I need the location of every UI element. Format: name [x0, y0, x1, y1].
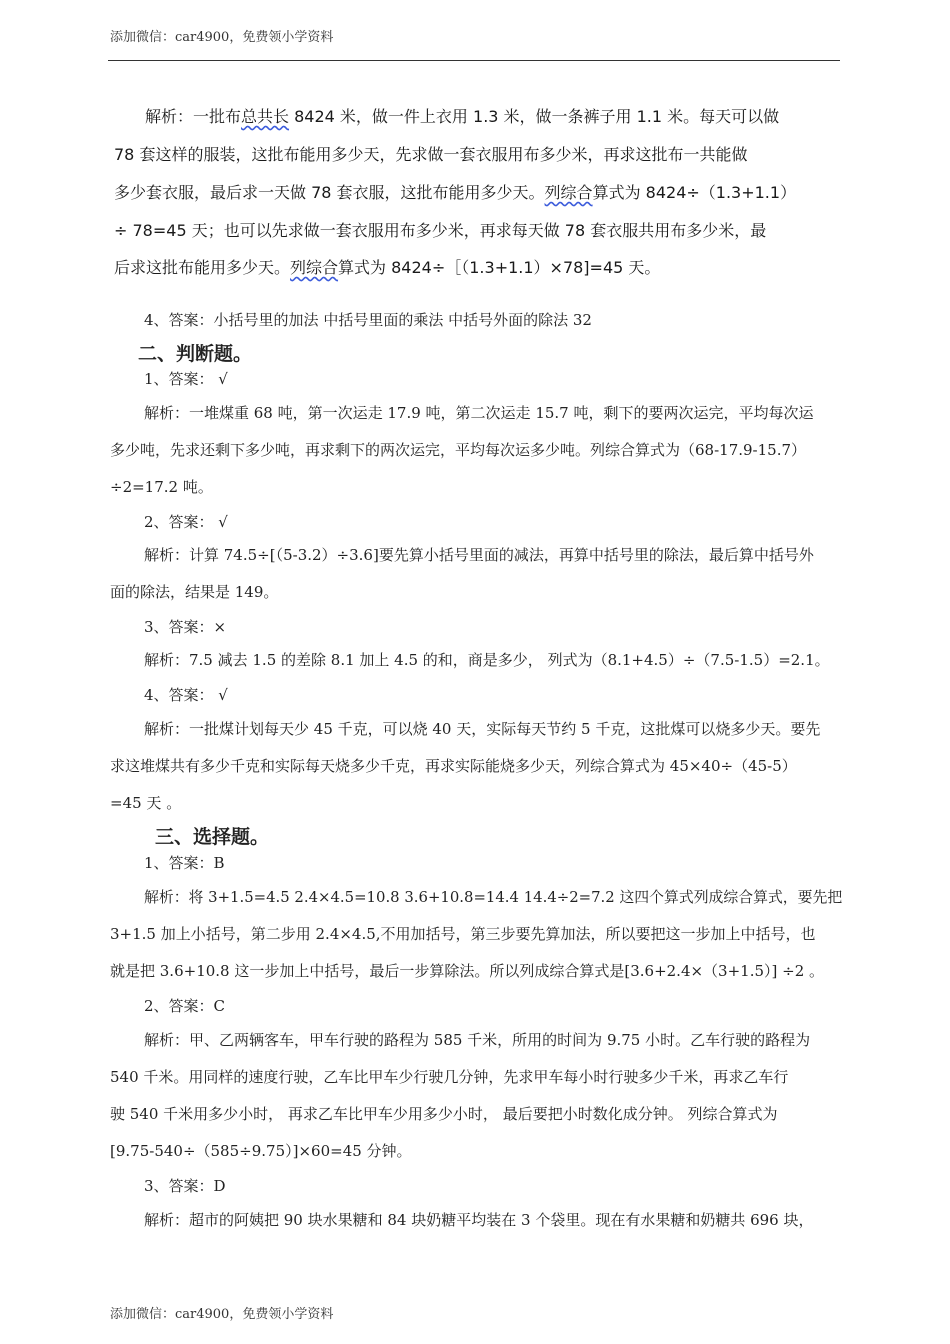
s2-analysis-1-line-1: 解析：一堆煤重 68 吨，第一次运走 17.9 吨，第二次运走 15.7 吨，剩下的要两次运完，平均每次运 [144, 404, 814, 422]
s3-answer-2: 2、答案：C [144, 997, 226, 1015]
s1-a-l5b: 列综合 [290, 258, 339, 277]
s2-analysis-3-line-1: 解析：7.5 减去 1.5 的差除 8.1 加上 4.5 的和，商是多少， 列式为（8.1+4.5）÷（7.5-1.5）=2.1。 [144, 651, 830, 669]
page-footer: 添加微信：car4900，免费领小学资料 [110, 1307, 334, 1322]
s3-analysis-2-line-1: 解析：甲、乙两辆客车，甲车行驶的路程为 585 千米，所用的时间为 9.75 小时。乙车行驶的路程为 [144, 1031, 811, 1049]
s3-analysis-1-line-3: 就是把 3.6+10.8 这一步加上中括号，最后一步算除法。所以列成综合算式是[3.6+2.4×（3+1.5）] ÷2 。 [110, 962, 825, 980]
s3-analysis-2-line-2: 540 千米。用同样的速度行驶，乙车比甲车少行驶几分钟，先求甲车每小时行驶多少千米，再求乙车行 [110, 1068, 789, 1086]
s3-analysis-1-line-1: 解析：将 3+1.5=4.5 2.4×4.5=10.8 3.6+10.8=14.4 14.4÷2=7.2 这四个算式列成综合算式，要先把 [144, 888, 843, 906]
s1-a-l3b: 列综合 [544, 183, 593, 202]
s3-analysis-3-line-1: 解析：超市的阿姨把 90 块水果糖和 84 块奶糖平均装在 3 个袋里。现在有水果糖和奶糖共 696 块， [144, 1211, 814, 1229]
s1-analysis-line-1 [145, 107, 779, 127]
s1-a-l3c: 算式为 8424÷（1.3+1.1） [592, 183, 797, 202]
s2-analysis-4-line-2: 求这堆煤共有多少千克和实际每天烧多少千克，再求实际能烧多少天，列综合算式为 45×40÷（45-5） [110, 757, 797, 775]
s3-analysis-2-line-3: 驶 540 千米用多少小时， 再求乙车比甲车少用多少小时， 最后要把小时数化成分钟。 列综合算式为 [110, 1105, 778, 1123]
s1-analysis-line-4: ÷ 78=45 天；也可以先求做一套衣服用布多少米，再求每天做 78 套衣服共用布多少米，最 [114, 221, 767, 240]
s3-analysis-2-line-4: [9.75-540÷（585÷9.75）]×60=45 分钟。 [110, 1142, 412, 1160]
s2-analysis-2-line-2: 面的除法，结果是 149。 [110, 583, 279, 601]
s3-answer-3: 3、答案：D [144, 1177, 226, 1195]
section-heading-judgment: 二、判断题。 [138, 343, 253, 365]
section-heading-choice: 三、选择题。 [155, 826, 270, 848]
s1-a-l3a: 多少套衣服，最后求一天做 78 套衣服，这批布能用多少天。 [114, 183, 545, 202]
s1-a-l1b: 总共长 [241, 107, 290, 126]
s1-analysis-line-2: 78 套这样的服装，这批布能用多少天，先求做一套衣服用布多少米，再求这批布一共能做 [114, 145, 748, 164]
s2-answer-1: 1、答案： √ [144, 370, 228, 388]
page-header: 添加微信：car4900，免费领小学资料 [110, 30, 334, 45]
s1-answer-4: 4、答案：小括号里的加法 中括号里面的乘法 中括号外面的除法 32 [144, 311, 592, 329]
s1-a-l5a: 后求这批布能用多少天。 [114, 258, 291, 277]
header-divider [108, 60, 840, 61]
s2-analysis-4-line-1: 解析：一批煤计划每天少 45 千克，可以烧 40 天，实际每天节约 5 千克，这批煤可以烧多少天。要先 [144, 720, 821, 738]
s3-answer-1: 1、答案：B [144, 854, 225, 872]
s2-analysis-2-line-1: 解析：计算 74.5÷[（5-3.2）÷3.6]要先算小括号里面的减法，再算中括号里的除法，最后算中括号外 [144, 546, 814, 564]
s2-analysis-4-line-3: =45 天 。 [110, 794, 182, 812]
s1-a-l5c: 算式为 8424÷［（1.3+1.1）×78]=45 天。 [338, 258, 661, 277]
s2-analysis-1-line-3: ÷2=17.2 吨。 [110, 478, 213, 496]
s1-a-l1c: 8424 米，做一件上衣用 1.3 米，做一条裤子用 1.1 米。每天可以做 [289, 107, 780, 126]
s1-analysis-line-5 [114, 258, 660, 278]
s1-a-l1a: 解析：一批布 [145, 107, 242, 126]
s2-answer-4: 4、答案： √ [144, 686, 228, 704]
s2-analysis-1-line-2: 多少吨，先求还剩下多少吨，再求剩下的两次运完，平均每次运多少吨。列综合算式为（68-17.9-15.7） [110, 441, 807, 459]
s2-answer-3: 3、答案：× [144, 618, 227, 636]
s3-analysis-1-line-2: 3+1.5 加上小括号，第二步用 2.4×4.5,不用加括号，第三步要先算加法，所以要把这一步加上中括号，也 [110, 925, 816, 943]
s1-analysis-line-3 [114, 183, 796, 203]
s2-answer-2: 2、答案： √ [144, 513, 228, 531]
